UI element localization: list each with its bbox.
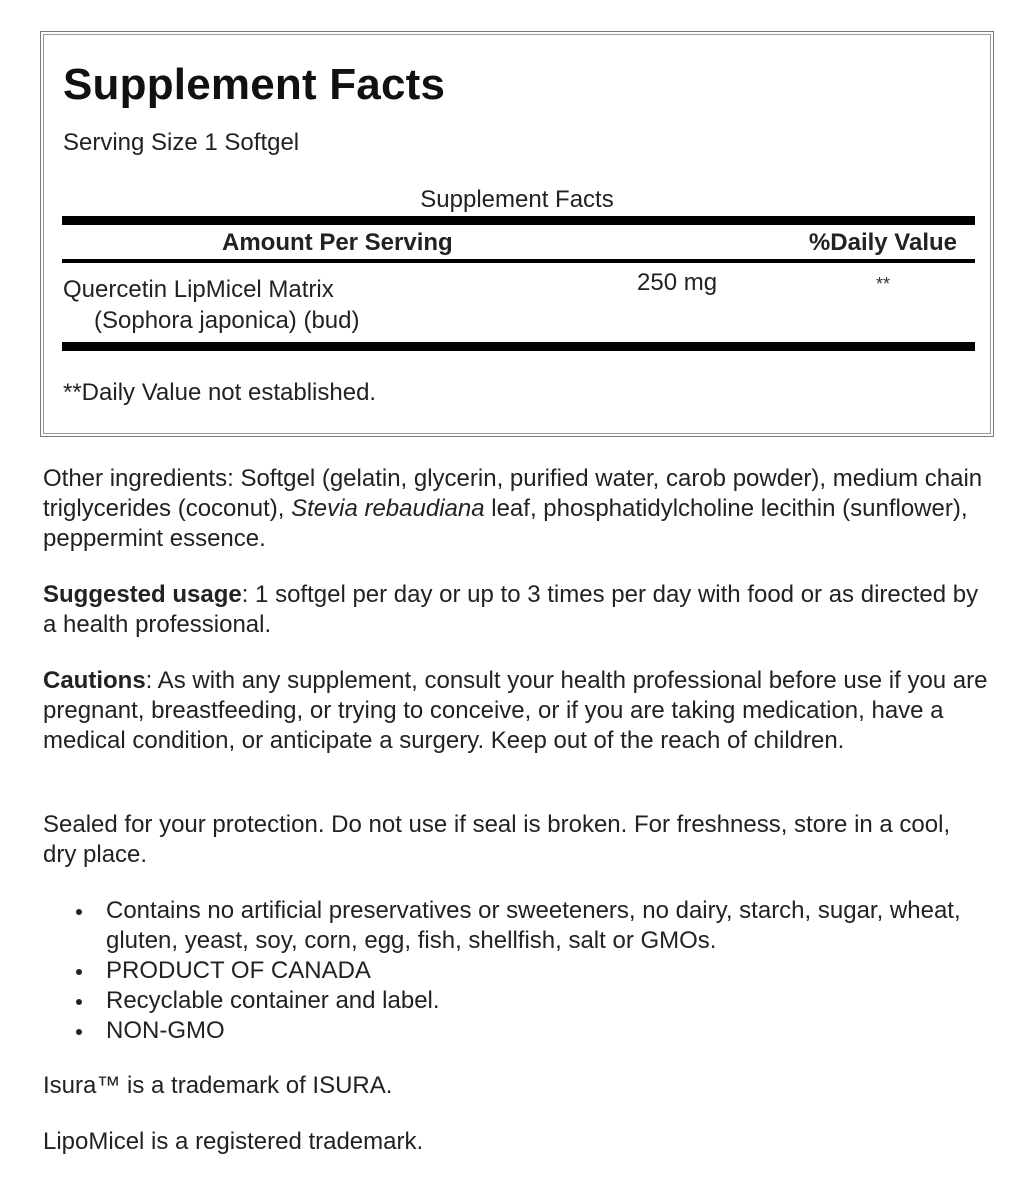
suggested-usage-label: Suggested usage [43,581,242,608]
supplement-facts-panel [40,31,994,437]
ingredient-amount: 250 mg [637,269,718,296]
serving-size: Serving Size 1 Softgel [63,129,300,156]
other-ingredients-text-2: leaf, phosphatidylcholine lecithin (sunflower), peppermint essence. [43,495,968,552]
suggested-usage-paragraph [43,580,995,640]
list-item-text: NON-GMO [106,1017,225,1044]
header-amount-per-serving: Amount Per Serving [222,229,453,256]
divider-thick-top [62,216,975,225]
ingredient-name: Quercetin LipMicel Matrix [63,276,334,303]
suggested-usage-text: : 1 softgel per day or up to 3 times per day with food or as directed by a health professional. [43,581,979,638]
cautions-paragraph [43,666,995,756]
bullet-icon [76,1029,82,1035]
list-item [43,956,995,986]
product-claims-list [43,896,995,1046]
sealed-paragraph: Sealed for your protection. Do not use if seal is broken. For freshness, store in a cool, dry place. [43,811,951,868]
other-ingredients-text-1: Other ingredients: Softgel (gelatin, glycerin, purified water, carob powder), medium chain triglycerides (coconut), [43,465,983,522]
list-item [43,896,995,956]
list-item [43,1016,995,1046]
daily-value-footnote: **Daily Value not established. [63,379,377,406]
list-item-text: Contains no artificial preservatives or sweeteners, no dairy, starch, sugar, wheat, gluten, yeast, soy, corn, egg, fish, shellfish, salt or GMOs. [106,897,961,954]
supplement-facts-inner [43,34,991,434]
header-daily-value: %Daily Value [808,229,957,256]
list-item [43,986,995,1016]
divider-thin [62,259,975,263]
other-ingredients-italic: Stevia rebaudiana [291,495,485,522]
ingredient-daily-value: ** [876,274,891,294]
ingredient-source: (Sophora japonica) (bud) [94,307,360,334]
bullet-icon [76,909,82,915]
other-ingredients-paragraph [43,464,995,554]
cautions-label: Cautions [43,667,146,694]
bullet-icon [76,999,82,1005]
list-item-text: Recyclable container and label. [106,987,440,1014]
divider-thick-bottom [62,342,975,351]
facts-table-caption: Supplement Facts [420,186,614,213]
bullet-icon [76,969,82,975]
supplement-facts-title: Supplement Facts [63,60,446,109]
list-item-text: PRODUCT OF CANADA [106,957,371,984]
cautions-text: : As with any supplement, consult your health professional before use if you are pregnant, breastfeeding, or trying to conceive, or if you are taking medication, have a medical condition, or anticipate a surgery. Keep out of the reach of children. [43,667,988,754]
lipomicel-trademark-note: LipoMicel is a registered trademark. [43,1128,424,1155]
isura-trademark-note: Isura™ is a trademark of ISURA. [43,1072,393,1099]
